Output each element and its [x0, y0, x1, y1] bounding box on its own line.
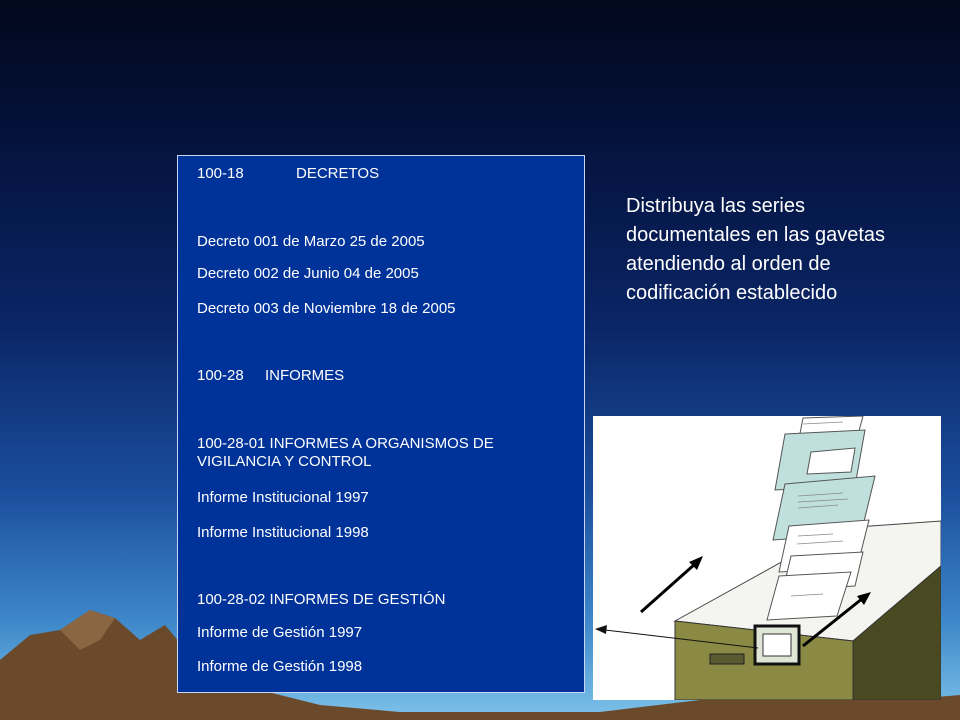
decreto-item: Decreto 003 de Noviembre 18 de 2005 — [197, 300, 456, 317]
organismos-item: Informe Institucional 1998 — [197, 524, 369, 541]
filing-drawer-diagram — [593, 416, 941, 700]
gestion-subseries-heading: 100-28-02 INFORMES DE GESTIÓN — [197, 591, 446, 608]
decreto-item: Decreto 001 de Marzo 25 de 2005 — [197, 233, 425, 250]
series-list-panel — [177, 155, 585, 693]
decretos-series-heading — [197, 165, 379, 183]
decretos-title: DECRETOS — [296, 165, 380, 182]
arrow-up-icon — [641, 564, 695, 612]
folder-card — [807, 448, 855, 474]
informes-code: 100-28 — [197, 367, 244, 384]
drawer-handle — [710, 654, 744, 664]
organismos-item: Informe Institucional 1997 — [197, 489, 369, 506]
filing-drawer-illustration — [593, 416, 941, 700]
gestion-item: Informe de Gestión 1998 — [197, 658, 363, 675]
informes-title: INFORMES — [265, 367, 345, 384]
organismos-subseries-heading: 100-28-01 INFORMES A ORGANISMOS DE VIGILANCIA Y CONTROL — [197, 435, 494, 470]
gestion-item: Informe de Gestión 1997 — [197, 624, 363, 641]
decretos-code: 100-18 — [197, 165, 244, 182]
decreto-item: Decreto 002 de Junio 04 de 2005 — [197, 265, 419, 282]
instruction-text: Distribuya las series documentales en las gavetas atendiendo al orden de codificación establecido — [626, 195, 886, 304]
folder-card — [767, 572, 851, 620]
informes-series-heading — [197, 367, 344, 385]
